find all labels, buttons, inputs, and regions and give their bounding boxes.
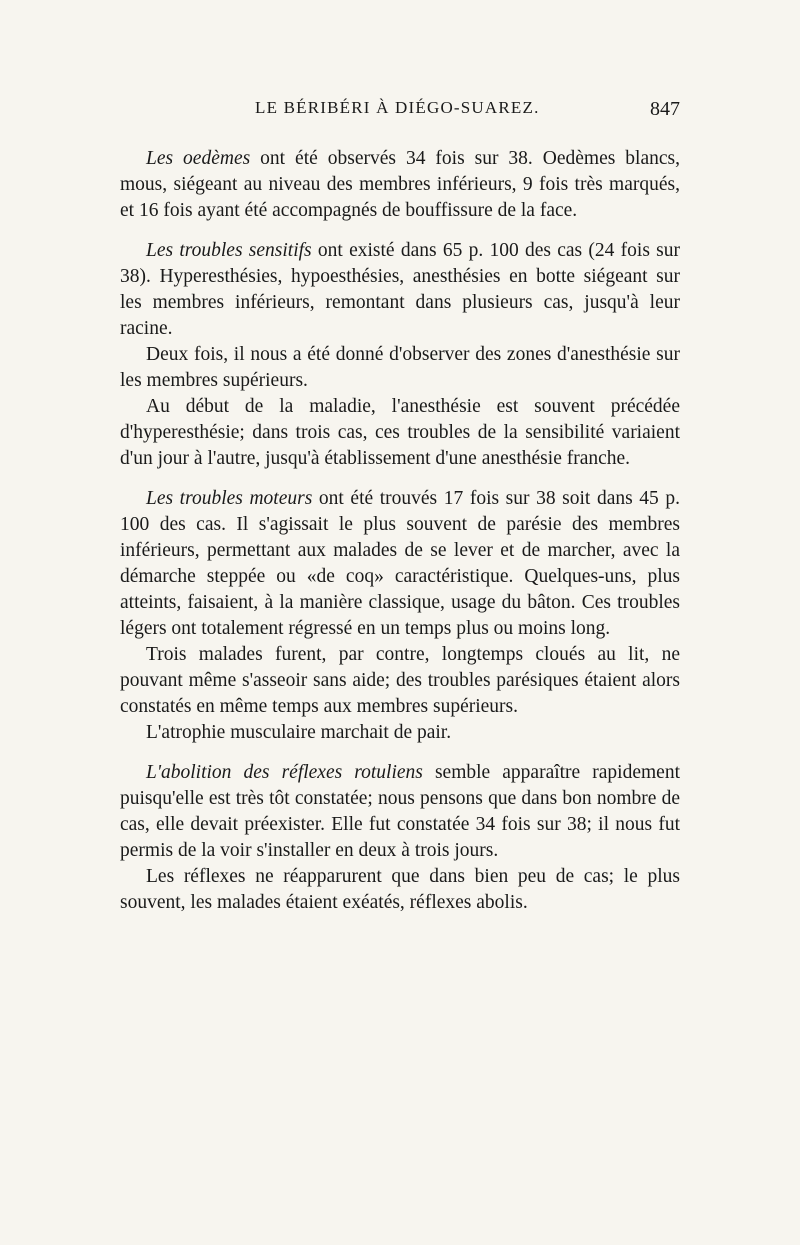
paragraph-troubles-moteurs: [120, 486, 680, 642]
paragraph-lead: Les troubles moteurs: [146, 488, 313, 509]
paragraph-text: Au début de la maladie, l'anesthésie est souvent précédée d'hyperesthésie; dans trois cas, ces troubles de la sensibilité variaient d'un jour à l'autre, jusqu'à établissement d'une anesthésie franche.: [120, 396, 680, 469]
paragraph-lead: L'abolition des réflexes rotuliens: [146, 762, 423, 783]
paragraph-text: Deux fois, il nous a été donné d'observer des zones d'anesthésie sur les membres supérieurs.: [120, 344, 680, 391]
paragraph-abolition-reflexes: [120, 760, 680, 864]
paragraph-text: ont été observés 34 fois sur 38. Oedèmes blancs, mous, siégeant au niveau des membres inférieurs, 9 fois très marqués, et 16 fois ayant été accompagnés de bouffissure de la face.: [120, 148, 680, 221]
paragraph-text: L'atrophie musculaire marchait de pair.: [146, 722, 452, 743]
body-text: [120, 146, 680, 916]
running-title: LE BÉRIBÉRI À DIÉGO-SUAREZ.: [255, 98, 540, 117]
paragraph-oedemes: [120, 146, 680, 224]
paragraph-debut-maladie: [120, 394, 680, 472]
paragraph-text: ont été trouvés 17 fois sur 38 soit dans 45 p. 100 des cas. Il s'agissait le plus souvent de parésie des membres inférieurs, permettant aux malades de se lever et de marcher, avec la démarche steppée ou «de coq» caractéristique. Quelques-uns, plus atteints, faisaient, à la manière classique, usage du bâton. Ces troubles légers ont totalement régressé en un temps plus ou moins long.: [120, 488, 680, 639]
paragraph-text: ont existé dans 65 p. 100 des cas (24 fois sur 38). Hyperesthésies, hypoesthésies, anesthésies en botte siégeant sur les membres inférieurs, remontant dans plusieurs cas, jusqu'à leur racine.: [120, 240, 681, 339]
paragraph-lead: Les oedèmes: [146, 148, 251, 169]
running-head: [120, 98, 680, 132]
paragraph-atrophie: [120, 720, 680, 746]
paragraph-troubles-sensitifs: [120, 238, 680, 342]
paragraph-lead: Les troubles sensitifs: [146, 240, 312, 261]
paragraph-text: semble apparaître rapidement puisqu'elle est très tôt constatée; nous pensons que dans bon nombre de cas, elle devait préexister. Elle fut constatée 34 fois sur 38; il nous fut permis de la voir s'installer en deux à trois jours.: [120, 762, 680, 861]
paragraph-reflexes-reapparurent: [120, 864, 680, 916]
page-number: 847: [650, 98, 680, 120]
paragraph-trois-malades: [120, 642, 680, 720]
paragraph-text: Les réflexes ne réapparurent que dans bien peu de cas; le plus souvent, les malades étaient exéatés, réflexes abolis.: [120, 866, 680, 913]
paragraph-anesthesie-superieurs: [120, 342, 680, 394]
paragraph-text: Trois malades furent, par contre, longtemps cloués au lit, ne pouvant même s'asseoir sans aide; des troubles parésiques étaient alors constatés en même temps aux membres supérieurs.: [120, 644, 680, 717]
